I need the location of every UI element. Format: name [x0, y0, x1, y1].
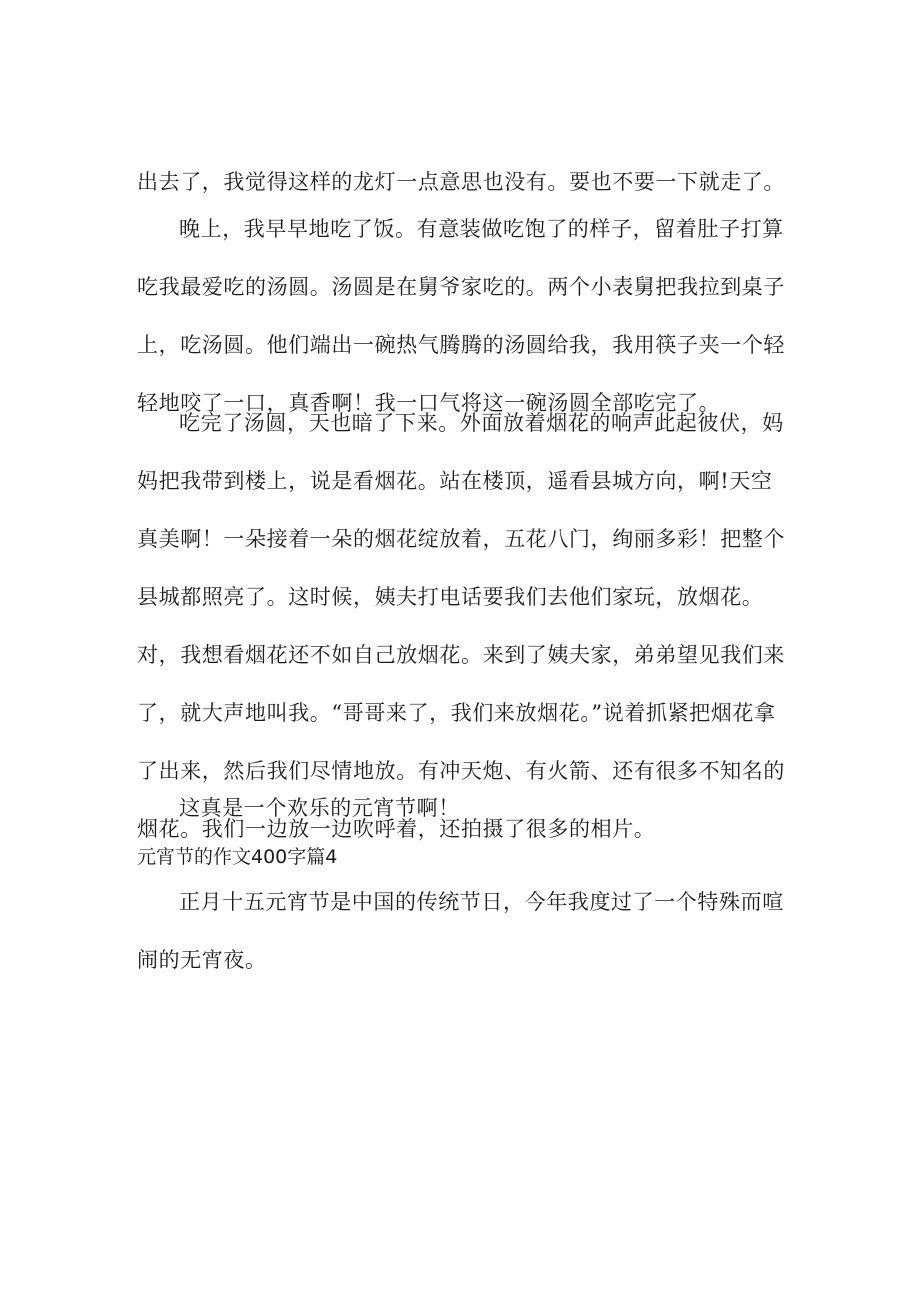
paragraph-4: 这真是一个欢乐的元宵节啊！ [179, 796, 460, 820]
paragraph-3: 吃完了汤圆，天也暗了下来。外面放着烟花的响声此起彼伏，妈妈把我带到楼上，说是看烟花。站在楼顶，遥看县城方向，啊!天空真美啊！一朵接着一朵的烟花绽放着，五花八门，绚丽多彩！把整个县城都照亮了。这时候，姨夫打电话要我们去他们家玩，放烟花。对，我想看烟花还不如自己放烟花。来到了姨夫家，弟弟望见我们来了，就大声地叫我。“哥哥来了，我们来放烟花。”说着抓紧把烟花拿了出来，然后我们尽情地放。有冲天炮、有火箭、还有很多不知名的烟花。我们一边放一边吹呼着，还拍摄了很多的相片。 [137, 411, 785, 841]
section-heading: 元宵节的作文400字篇4 [137, 846, 338, 868]
paragraph-1: 出去了，我觉得这样的龙灯一点意思也没有。要也不要一下就走了。 [137, 170, 785, 194]
paragraph-2: 晚上，我早早地吃了饭。有意装做吃饱了的样子，留着肚子打算吃我最爱吃的汤圆。汤圆是在舅爷家吃的。两个小表舅把我拉到桌子上，吃汤圆。他们端出一碗热气腾腾的汤圆给我，我用筷子夹一个轻轻地咬了一口，真香啊！我一口气将这一碗汤圆全部吃完了。 [137, 217, 785, 415]
paragraph-5: 正月十五元宵节是中国的传统节日，今年我度过了一个特殊而喧闹的无宵夜。 [137, 890, 784, 972]
